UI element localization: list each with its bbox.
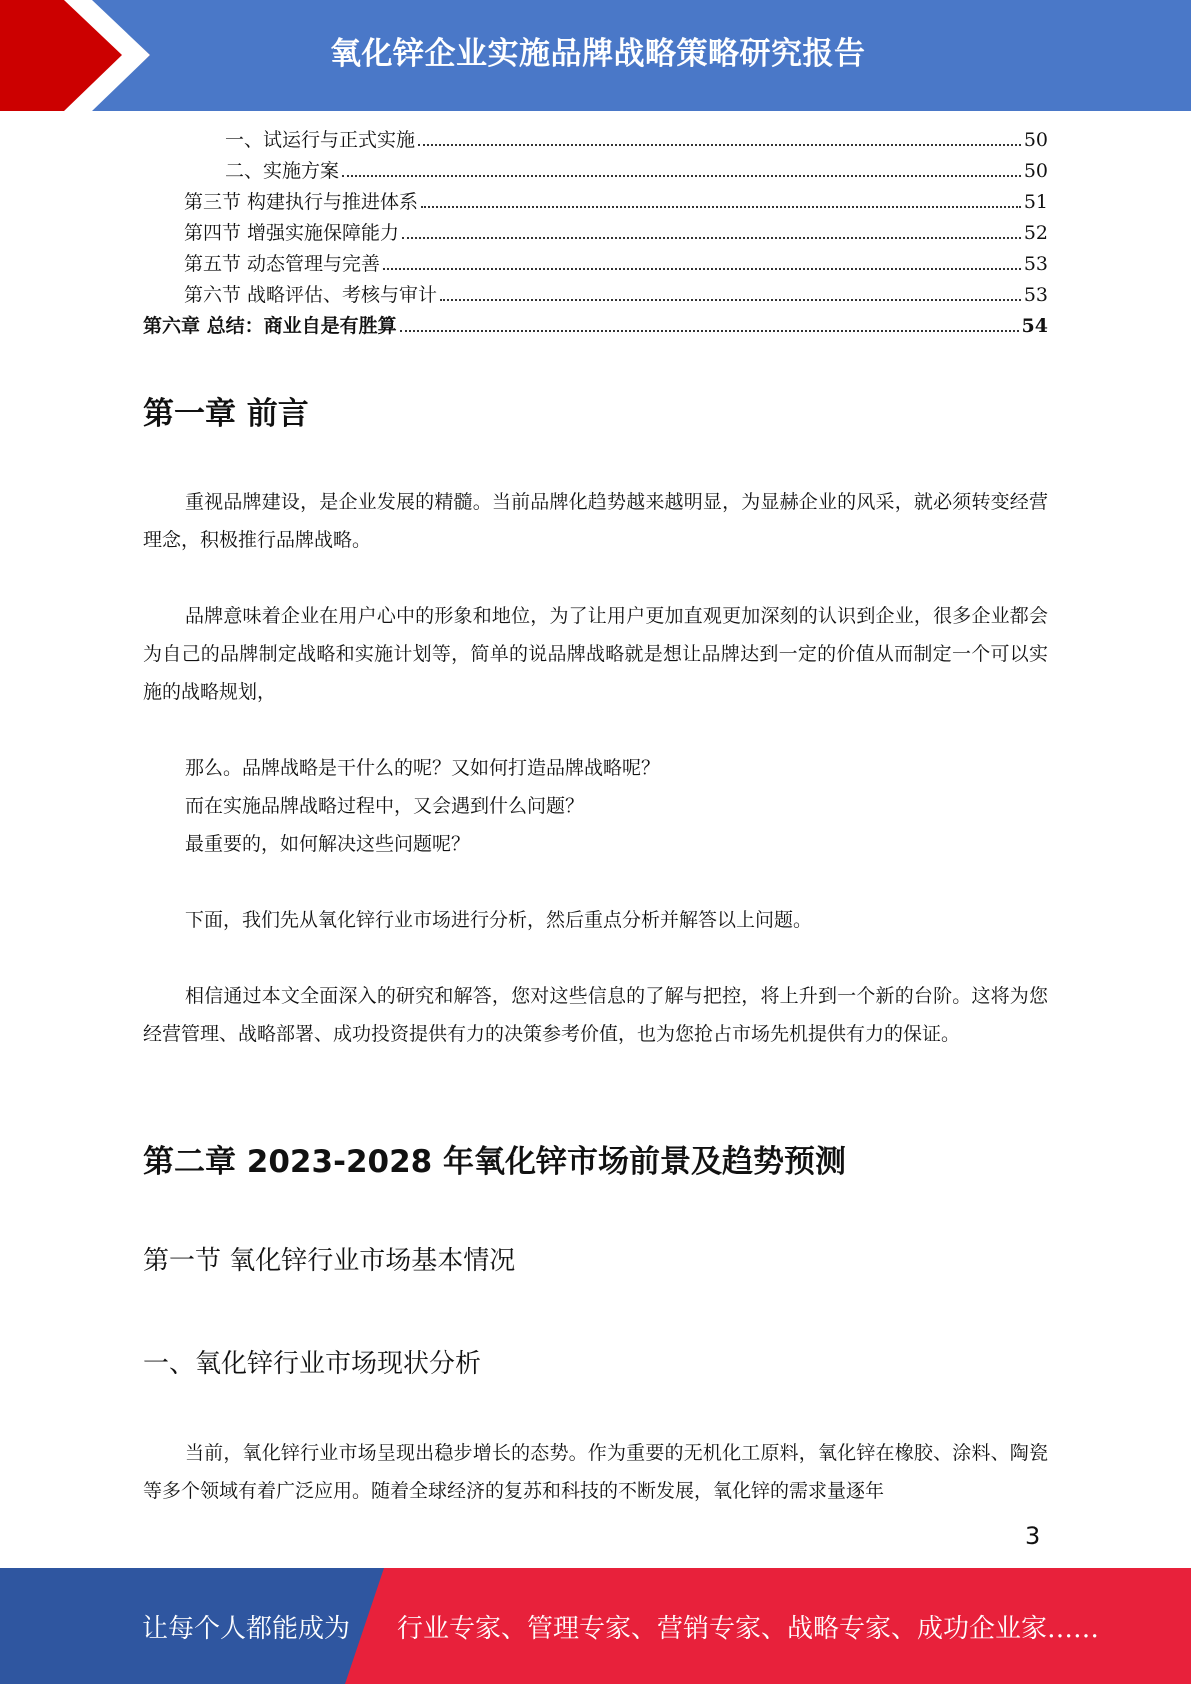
page-number: 3: [1025, 1522, 1041, 1550]
chapter-heading: 第二章 2023-2028 年氧化锌市场前景及趋势预测: [143, 1144, 847, 1180]
toc-leader: [440, 299, 1021, 301]
table-of-contents: [143, 125, 1048, 342]
toc-leader: [402, 237, 1021, 239]
toc-entry-page: 54: [1021, 315, 1048, 337]
report-title: 氧化锌企业实施品牌战略策略研究报告: [330, 36, 866, 72]
paragraph: 当前，氧化锌行业市场呈现出稳步增长的态势。作为重要的无机化工原料，氧化锌在橡胶、涂料、陶瓷等多个领域有着广泛应用。随着全球经济的复苏和科技的不断发展，氧化锌的需求量逐年: [143, 1442, 1048, 1502]
toc-entry-title: 二、实施方案: [225, 160, 340, 182]
paragraph: 重视品牌建设，是企业发展的精髓。当前品牌化趋势越来越明显，为显赫企业的风采，就必须转变经营理念，积极推行品牌战略。: [143, 491, 1048, 551]
question-line: 那么。品牌战略是干什么的呢？又如何打造品牌战略呢？: [185, 757, 661, 779]
toc-entry-page: 53: [1023, 253, 1048, 275]
paragraph: 品牌意味着企业在用户心中的形象和地位，为了让用户更加直观更加深刻的认识到企业，很多企业都会为自己的品牌制定战略和实施计划等，简单的说品牌战略就是想让品牌达到一定的价值从而制定一个可以实施的战略规划，: [143, 605, 1048, 703]
toc-entry-page: 52: [1023, 222, 1048, 244]
toc-entry[interactable]: [143, 280, 1048, 311]
toc-entry[interactable]: [143, 218, 1048, 249]
toc-leader: [400, 330, 1019, 332]
footer-slogan-left: 让每个人都能成为: [142, 1614, 351, 1644]
toc-entry[interactable]: [143, 187, 1048, 218]
toc-entry-page: 53: [1023, 284, 1048, 306]
toc-entry-title: 第五节 动态管理与完善: [184, 253, 381, 275]
section-heading: 第一节 氧化锌行业市场基本情况: [143, 1246, 516, 1276]
toc-leader: [342, 175, 1021, 177]
toc-entry-title: 第三节 构建执行与推进体系: [184, 191, 419, 213]
paragraph: 下面，我们先从氧化锌行业市场进行分析，然后重点分析并解答以上问题。: [185, 909, 813, 931]
toc-entry[interactable]: [143, 125, 1048, 156]
question-line: 最重要的，如何解决这些问题呢？: [185, 833, 471, 855]
subsection-heading: 一、氧化锌行业市场现状分析: [143, 1349, 482, 1379]
toc-entry-title: 第四节 增强实施保障能力: [184, 222, 400, 244]
question-line: 而在实施品牌战略过程中，又会遇到什么问题？: [185, 795, 585, 817]
toc-entry[interactable]: [143, 249, 1048, 280]
toc-entry-page: 50: [1023, 160, 1048, 182]
chapter-heading: 第一章 前言: [143, 396, 309, 432]
page-header: [0, 0, 1191, 111]
toc-entry[interactable]: [143, 156, 1048, 187]
toc-entry-title: 第六章 总结：商业自是有胜算: [143, 315, 397, 337]
toc-entry-page: 51: [1023, 191, 1048, 213]
toc-leader: [418, 144, 1021, 146]
toc-leader: [421, 206, 1021, 208]
toc-entry-chapter[interactable]: [143, 311, 1048, 342]
page-footer: [0, 1568, 1191, 1684]
toc-entry-title: 第六节 战略评估、考核与审计: [184, 284, 438, 306]
toc-entry-title: 一、试运行与正式实施: [225, 129, 416, 151]
toc-entry-page: 50: [1023, 129, 1048, 151]
toc-leader: [383, 268, 1021, 270]
footer-slogan-right: 行业专家、管理专家、营销专家、战略专家、成功企业家……: [397, 1614, 1100, 1644]
paragraph: 相信通过本文全面深入的研究和解答，您对这些信息的了解与把控，将上升到一个新的台阶。这将为您经营管理、战略部署、成功投资提供有力的决策参考价值，也为您抢占市场先机提供有力的保证。: [143, 985, 1048, 1045]
